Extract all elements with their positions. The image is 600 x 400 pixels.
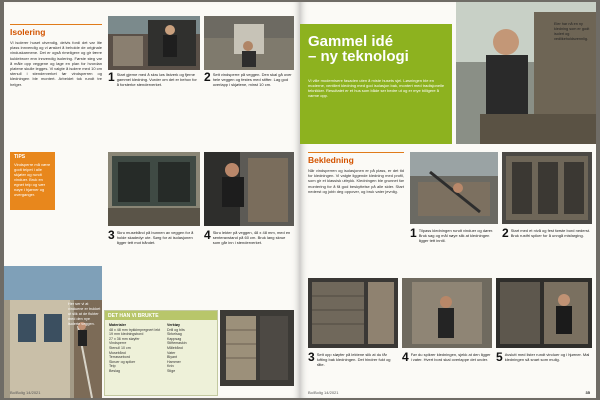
tool-item: Kappsag	[167, 336, 182, 341]
step-1-caption: 1 Start gjerne med å skru løs listverk og fjerne gammel kledning. Vurder om det er behov for å forsterke stenderverket.	[108, 70, 197, 88]
portrait-caption: Eier har nå en ny kledning som er godt isolert og vedlikeholdsvennlig.	[554, 22, 590, 42]
tool-item: Målebånd	[167, 345, 183, 350]
tool-item: Drill og bits	[167, 327, 185, 332]
right-step-2-caption: 2 Start med et nivå og fest første bord nederst. Bruk rustfri spiker for å unngå misfarging.	[502, 226, 591, 240]
right-step-2-photo	[502, 152, 592, 224]
intro-text: Vi isolerer huset utvendig, delvis fordi det var lite plass innvendig og vi ønsket å beholde de originale vinduskarmene. Det er også rimeligere og gir færre kuldebroer enn innvendig isolering. Første steg var å måle opp veggene og lage en plan for hvordan platene skulle legges. Vi valgte å isolere med 10 cm stenull i stenderverket før vindsperren og kledningen ble montert. Arbeidet tok rundt tre helger.	[10, 40, 102, 87]
headline-line-2: – ny teknologi	[308, 48, 409, 65]
tool-item: Sirkelsag	[167, 332, 182, 337]
right-page-number: 35	[585, 390, 590, 395]
footer-issue: 14/2021	[324, 390, 339, 395]
magazine-spread	[4, 2, 596, 398]
right-step-4-photo	[402, 278, 492, 348]
materials-heading: Materialer	[109, 323, 126, 327]
right-step-1-caption: 1 Tilpass kledningen rundt vinduer og dører. Bruk sag og mål nøye slik at kledningen ligger tett inntil.	[410, 226, 494, 244]
step-4-caption: 4 Skru lekter på veggen, 48 x 48 mm, med en senteravstand på 60 cm. Bruk lang skrue som går inn i stenderverket.	[204, 228, 291, 246]
step-2-photo	[204, 16, 294, 70]
tips-box	[10, 152, 55, 210]
house-photo-caption: Her ser vi at vinduene er trukket ut slik at de flukter med den nye isolerte veggen.	[68, 302, 101, 327]
material-item: Vindsperre	[109, 341, 127, 346]
bottom-wall-photo	[220, 310, 294, 386]
bekledning-text: Når vindsperren og isolasjonen er på plass, er det tid for kledningen. Vi valgte liggende kledning med profil, som gir et klassisk uttrykk. Kledningen ble grunnet før montering for å få god beskyttelse på alle sider. Start nederst og jobb deg oppover, og bruk vater jevnlig.	[308, 168, 404, 194]
section-title-bekledning: Bekledning	[308, 152, 404, 165]
tools-column	[167, 323, 213, 374]
right-footer	[308, 390, 339, 395]
footer-issue: 14/2021	[26, 390, 41, 395]
right-step-4-caption: 4 Før du spikrer kledningen, sjekk at den ligger i vater. Hvert bord skal overlappe det under.	[402, 350, 491, 364]
left-page	[4, 2, 300, 398]
footer-magazine: Bo/Bolig	[308, 390, 323, 395]
step-4-photo	[204, 152, 294, 226]
right-step-5-caption: 5 Avslutt med lister rundt vinduer og i hjørner. Mal kledningen så snart som mulig.	[496, 350, 590, 364]
material-item: Skruer og spiker	[109, 359, 136, 364]
material-item: 27 x 36 mm sløyfer	[109, 336, 140, 341]
tool-item: Vater	[167, 350, 176, 355]
headline-line-1: Gammel idé	[308, 33, 394, 50]
right-step-5-photo	[496, 278, 592, 348]
step-2-caption: 2 Sett vindsperre på veggen. Den skal gå over hele veggen og festes med stifter. Lag god overlapp i skjøtene, minst 10 cm.	[204, 70, 292, 88]
tools-box-title: DET HAN VI BRUKTE	[105, 311, 217, 320]
tool-item: Blyant	[167, 355, 177, 360]
tips-text: Vindsperre må være godt teipet i alle skjøter og rundt vinduer. Bruk en egnet teip og vær nøye i hjørner og overganger.	[14, 162, 51, 197]
tools-heading: Verktøy	[167, 323, 180, 327]
tool-item: Kniv	[167, 364, 174, 369]
step-1-photo	[108, 16, 200, 70]
step-3-photo	[108, 152, 200, 226]
right-page	[300, 2, 596, 398]
right-step-3-caption: 3 Sett opp sløyfer på lektene slik at du får lufting bak kledningen. Det hindrer fukt og råte.	[308, 350, 391, 368]
right-step-3-photo	[308, 278, 398, 348]
right-step-1-photo	[410, 152, 498, 224]
headline	[308, 34, 450, 64]
tools-box	[104, 310, 218, 396]
lead-text: Vi ville modernisere fasaden uten å miste husets sjel. Løsningen ble en moderne, ventilert kledning med god isolasjon bak, montert med tradisjonelle teknikker. Resultatet er et hus som både ser bedre ut og er mye billigere å varme opp.	[308, 78, 445, 99]
material-item: Stenull 10 cm	[109, 345, 131, 350]
material-item: Terrassebord	[109, 355, 130, 360]
material-item: Teip	[109, 364, 116, 369]
material-item: 19 mm kledningsbord	[109, 332, 144, 337]
tips-title: TIPS	[14, 154, 26, 160]
left-footer	[10, 390, 41, 395]
tool-item: Hammer	[167, 359, 181, 364]
step-3-caption: 3 Skru musebånd på bunnen av veggen for å holde skadedyr ute. Sørg for at isolasjonen ligger tett mot båndet.	[108, 228, 194, 246]
house-wall-photo	[4, 266, 102, 398]
section-title-isolering: Isolering	[10, 24, 102, 37]
tool-item: Stiftemaskin	[167, 341, 187, 346]
material-item: 48 x 48 mm trykkimpregnert lekt	[109, 327, 161, 332]
material-item: Beslag	[109, 368, 120, 373]
materials-column	[109, 323, 165, 374]
material-item: Musebånd	[109, 350, 126, 355]
tool-item: Stige	[167, 368, 176, 373]
footer-magazine: Bo/Bolig	[10, 390, 25, 395]
